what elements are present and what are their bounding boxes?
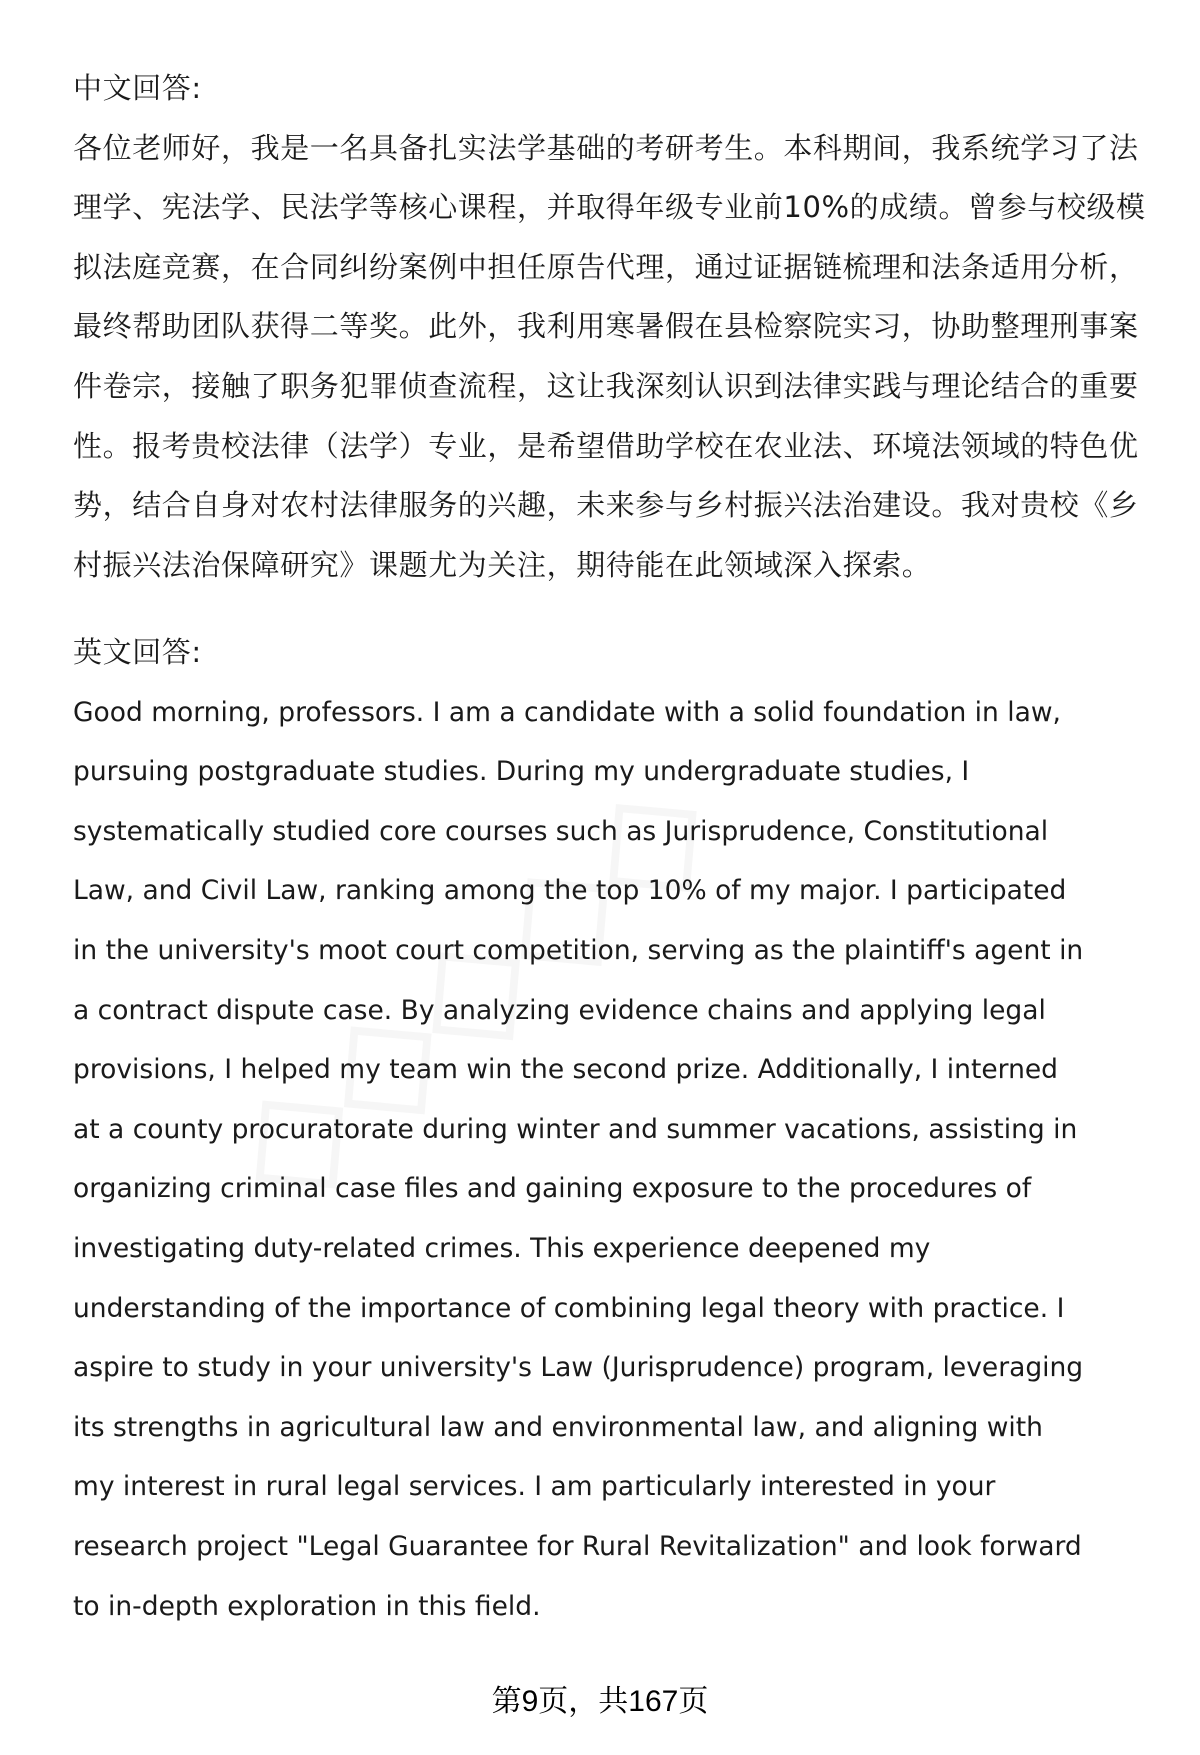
chinese-answer-line: 最终帮助团队获得二等奖。此外，我利用寒暑假在县检察院实习，协助整理刑事案: [73, 309, 1139, 344]
chinese-answer-line: 拟法庭竞赛，在合同纠纷案例中担任原告代理，通过证据链梳理和法条适用分析，: [73, 249, 1139, 284]
chinese-answer-line: 势，结合自身对农村法律服务的兴趣，未来参与乡村振兴法治建设。我对贵校《乡: [73, 488, 1139, 523]
english-answer-line: research project "Legal Guarantee for Rural Revitalization" and look forward: [73, 1530, 1082, 1562]
english-answer-heading: 英文回答:: [73, 635, 202, 669]
english-answer-line: organizing criminal case files and gaining exposure to the procedures of: [73, 1173, 1032, 1205]
page-indicator: 第9页，共167页: [491, 1685, 709, 1718]
english-answer-line: to in-depth exploration in this field.: [73, 1590, 541, 1622]
english-answer-section: [73, 623, 1173, 1636]
english-answer-line: Law, and Civil Law, ranking among the top 10% of my major. I participated: [73, 875, 1067, 907]
chinese-answer-line: 各位老师好，我是一名具备扎实法学基础的考研考生。本科期间，我系统学习了法: [73, 130, 1139, 165]
english-answer-line: pursuing postgraduate studies. During my undergraduate studies, I: [73, 756, 970, 788]
chinese-answer-heading: 中文回答:: [73, 71, 202, 105]
english-answer-line: a contract dispute case. By analyzing evidence chains and applying legal: [73, 994, 1046, 1026]
english-answer-line: its strengths in agricultural law and environmental law, and aligning with: [73, 1411, 1043, 1443]
english-answer-line: provisions, I helped my team win the second prize. Additionally, I interned: [73, 1054, 1058, 1086]
english-answer-line: at a county procuratorate during winter and summer vacations, assisting in: [73, 1113, 1078, 1145]
english-answer-line: my interest in rural legal services. I am particularly interested in your: [73, 1471, 996, 1503]
chinese-answer-line: 理学、宪法学、民法学等核心课程，并取得年级专业前10%的成绩。曾参与校级模: [73, 190, 1146, 225]
english-answer-line: systematically studied core courses such as Jurisprudence, Constitutional: [73, 815, 1049, 847]
english-answer-line: Good morning, professors. I am a candidate with a solid foundation in law,: [73, 696, 1061, 728]
chinese-answer-line: 件卷宗，接触了职务犯罪侦查流程，这让我深刻认识到法律实践与理论结合的重要: [73, 368, 1139, 403]
chinese-answer-line: 性。报考贵校法律（法学）专业，是希望借助学校在农业法、环境法领域的特色优: [73, 428, 1139, 463]
chinese-answer-section: [73, 59, 1173, 595]
english-answer-line: in the university's moot court competition, serving as the plaintiff's agent in: [73, 934, 1084, 966]
english-answer-line: aspire to study in your university's Law (Jurisprudence) program, leveraging: [73, 1352, 1084, 1384]
english-answer-line: investigating duty-related crimes. This experience deepened my: [73, 1232, 931, 1264]
english-answer-line: understanding of the importance of combining legal theory with practice. I: [73, 1292, 1065, 1324]
chinese-answer-line: 村振兴法治保障研究》课题尤为关注，期待能在此领域深入探索。: [73, 547, 932, 582]
